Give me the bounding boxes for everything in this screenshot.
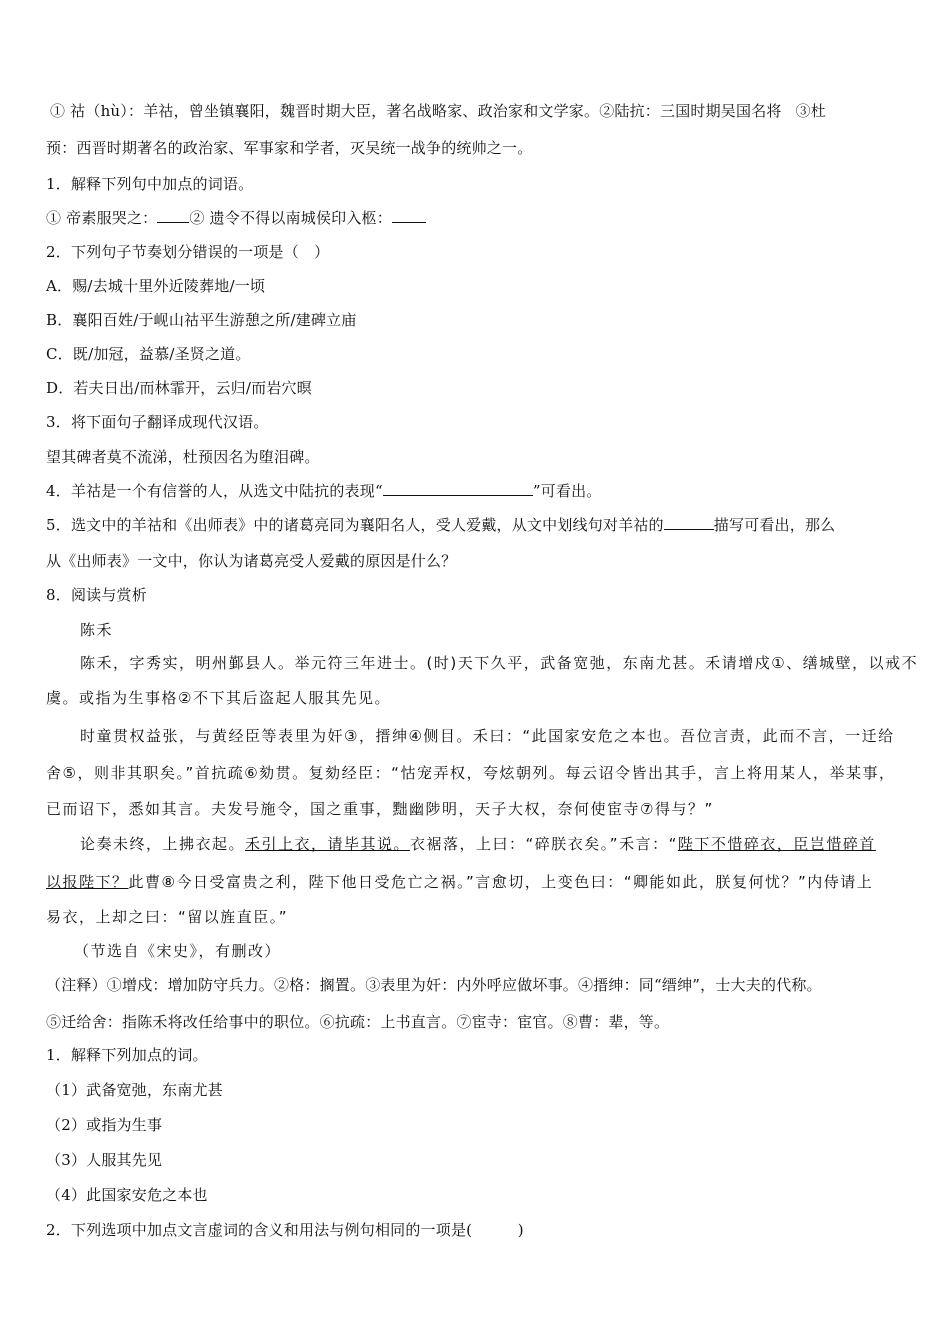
question-title: 2．下列选项中加点文言虚词的含义和用法与例句相同的一项是( )	[46, 1221, 524, 1239]
question-line	[46, 208, 426, 228]
passage-text: 此曹⑧今日受富贵之利，陛下他日受危亡之祸。”言愈切，上变色曰：“卿能如此，朕复何忧？”内侍请上	[128, 873, 874, 891]
question-part: 4．羊祜是一个有信誉的人，从选文中陆抗的表现“	[46, 482, 383, 500]
passage-line: 时童贯权益张，与黄经臣等表里为奸③，搢绅④侧目。禾曰：“此国家安危之本也。吾位言责，此而不言，一迁给	[80, 727, 895, 745]
footnote-text: ① 祜（hù）：羊祜，曾坐镇襄阳，魏晋时期大臣，著名战略家、政治家和文学家。②陆抗：三国时期吴国名将	[50, 102, 782, 120]
question-part: ② 遗令不得以南城侯印入柩：	[189, 209, 392, 227]
footnote-line	[50, 101, 826, 121]
answer-blank[interactable]	[664, 515, 714, 530]
sub-question: （4）此国家安危之本也	[46, 1186, 208, 1204]
question-part: 描写可看出，那么	[713, 516, 836, 534]
question-line: 从《出师表》一文中，你认为诸葛亮受人爱戴的原因是什么？	[46, 552, 457, 570]
option-b: B．襄阳百姓/于岘山祜平生游憩之所/建碑立庙	[46, 311, 357, 329]
question-title: 1．解释下列句中加点的词语。	[46, 175, 254, 193]
footnote-text: ③杜	[795, 102, 827, 120]
section-heading: 8．阅读与赏析	[46, 586, 147, 604]
answer-blank[interactable]	[157, 208, 189, 223]
question-line	[46, 481, 602, 501]
sub-question: （2）或指为生事	[46, 1116, 163, 1134]
answer-blank[interactable]	[392, 208, 426, 223]
annotation-line: （注释）①增戍：增加防守兵力。②格：搁置。③表里为奸：内外呼应做坏事。④搢绅：同“缙绅”，士大夫的代称。	[46, 976, 822, 994]
question-sentence: 望其碑者莫不流涕，杜预因名为堕泪碑。	[46, 448, 320, 466]
option-a: A．赐/去城十里外近陵葬地/一顷	[46, 277, 266, 295]
passage-source: （节选自《宋史》，有删改）	[74, 942, 282, 960]
question-part: ”可看出。	[532, 482, 602, 500]
underlined-sentence: 陛下不惜碎衣，臣岂惜碎首	[677, 835, 876, 853]
passage-line: 易衣，上却之曰：“留以旌直臣。”	[46, 908, 289, 926]
passage-line: 舍⑤，则非其职矣。”首抗疏⑥劾贯。复劾经臣：“怙宠弄权，夸炫朝列。每云诏令皆出其手，言上将用某人，举某事，	[46, 764, 896, 782]
underlined-sentence: 禾引上衣，请毕其说。	[245, 835, 411, 853]
option-d: D．若夫日出/而林霏开，云归/而岩穴暝	[46, 379, 312, 397]
passage-text: 论奏未终，上拂衣起。	[80, 835, 246, 853]
passage-line	[46, 872, 873, 892]
question-title: 1．解释下列加点的词。	[46, 1046, 208, 1064]
passage-line: 已而诏下，悉如其言。夫发号施令，国之重事，黜幽陟明，天子大权，奈何使宦寺⑦得与？”	[46, 800, 714, 818]
question-title: 2．下列句子节奏划分错误的一项是（ ）	[46, 243, 330, 261]
annotation-line: ⑤迁给舍：指陈禾将改任给事中的职位。⑥抗疏：上书直言。⑦宦寺：宦官。⑧曹：辈，等。	[46, 1013, 670, 1031]
passage-line: 虞。或指为生事格②不下其后盗起人服其先见。	[46, 689, 391, 707]
question-line	[46, 515, 835, 535]
question-part: 5．选文中的羊祜和《出师表》中的诸葛亮同为襄阳名人，受人爱戴，从文中划线句对羊祜的	[46, 516, 664, 534]
option-c: C．既/加冠，益慕/圣贤之道。	[46, 345, 251, 363]
question-title: 3．将下面句子翻译成现代汉语。	[46, 413, 269, 431]
sub-question: （1）武备宽弛，东南尤甚	[46, 1081, 223, 1099]
passage-text: 衣裾落，上曰：“碎朕衣矣。”禾言：“	[410, 835, 678, 853]
passage-line	[80, 834, 876, 854]
sub-question: （3）人服其先见	[46, 1151, 163, 1169]
footnote-line: 预：西晋时期著名的政治家、军事家和学者，灭吴统一战争的统帅之一。	[46, 139, 533, 157]
passage-title: 陈禾	[80, 621, 114, 639]
underlined-sentence: 以报陛下？	[46, 873, 129, 891]
question-part: ① 帝素服哭之：	[46, 209, 158, 227]
answer-blank[interactable]	[383, 481, 533, 496]
passage-line: 陈禾，字秀实，明州鄞县人。举元符三年进士。(时)天下久平，武备宽弛，东南尤甚。禾请增戍①、缮城壁，以戒不	[80, 654, 919, 672]
